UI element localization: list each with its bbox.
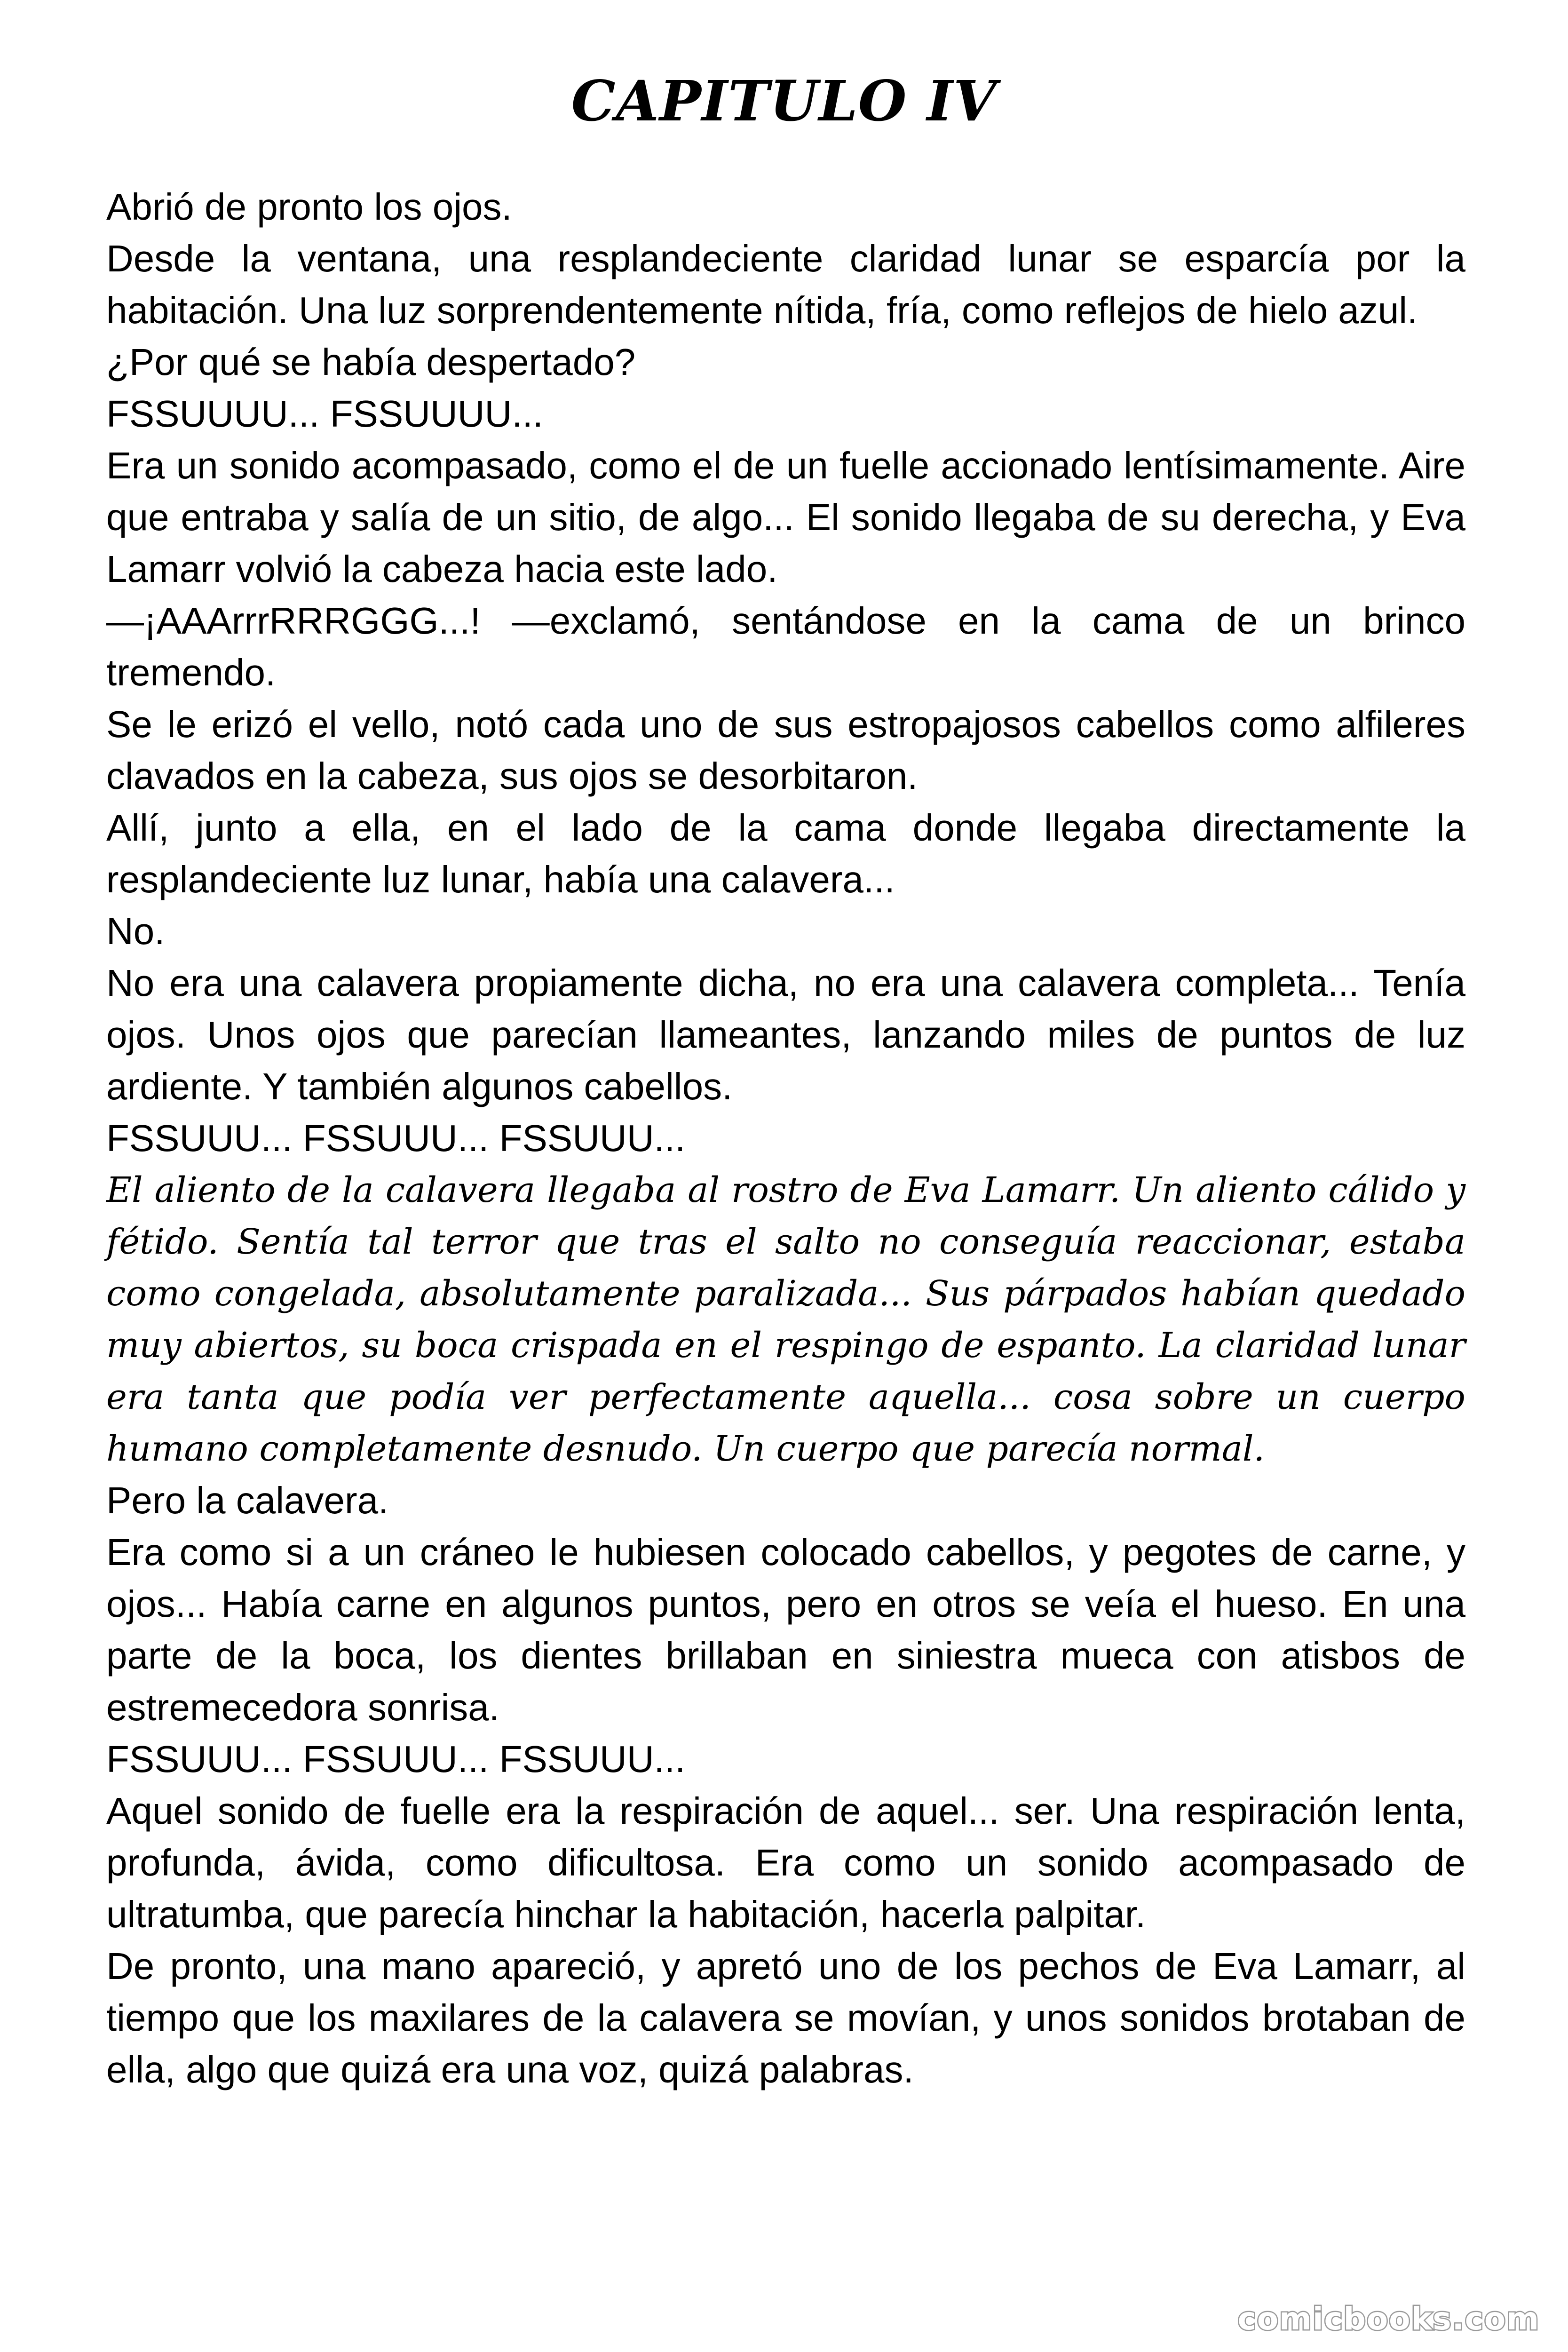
paragraph: De pronto, una mano apareció, y apretó uno de los pechos de Eva Lamarr, al tiempo que los maxilares de la calavera se movían, y unos sonidos brotaban de ella, algo que quizá era una voz, quizá palabras. [106, 1945, 1465, 2090]
paragraph: No era una calavera propiamente dicha, no era una calavera completa... Tenía ojos. Unos ojos que parecían llameantes, lanzando miles de puntos de luz ardiente. Y también algunos cabellos. [106, 962, 1465, 1107]
paragraph: Era como si a un cráneo le hubiesen colocado cabellos, y pegotes de carne, y ojos... Había carne en algunos puntos, pero en otros se veía el hueso. En una parte de la boca, los dientes brillaban en siniestra mueca con atisbos de estremecedora sonrisa. [106, 1531, 1465, 1728]
watermark-logo: comicbooks.com [1237, 2301, 1540, 2337]
chapter-body [106, 181, 1465, 2096]
paragraph: Se le erizó el vello, notó cada uno de sus estropajosos cabellos como alfileres clavados en la cabeza, sus ojos se desorbitaron. [106, 703, 1465, 797]
chapter-title: CAPITULO IV [571, 68, 997, 134]
paragraph: Allí, junto a ella, en el lado de la cama donde llegaba directamente la resplandeciente luz lunar, había una calavera... [106, 807, 1465, 900]
paragraph: ¿Por qué se había despertado? [106, 341, 636, 383]
paragraph: —¡AAArrrRRRGGG...! —exclamó, sentándose en la cama de un brinco tremendo. [106, 600, 1465, 693]
paragraph: No. [106, 910, 165, 952]
italic-paragraph: El aliento de la calavera llegaba al rostro de Eva Lamarr. Un aliento cálido y fétido. Sentía tal terror que tras el salto no conseguía reaccionar, estaba como congelada, absolutamente paralizada... Sus párpados habían quedado muy abiertos, su boca crispada en el respingo de espanto. La claridad lunar era tanta que podía ver perfectamente aquella... cosa sobre un cuerpo humano completamente desnudo. Un cuerpo que parecía normal. [106, 1170, 1465, 1469]
paragraph: FSSUUU... FSSUUU... FSSUUU... [106, 1117, 686, 1159]
paragraph: Era un sonido acompasado, como el de un fuelle accionado lentísimamente. Aire que entraba y salía de un sitio, de algo... El sonido llegaba de su derecha, y Eva Lamarr volvió la cabeza hacia este lado. [106, 445, 1465, 590]
paragraph: Pero la calavera. [106, 1479, 389, 1521]
paragraph: Abrió de pronto los ojos. [106, 186, 512, 228]
paragraph: Desde la ventana, una resplandeciente claridad lunar se esparcía por la habitación. Una luz sorprendentemente nítida, fría, como reflejos de hielo azul. [106, 238, 1465, 331]
paragraph: FSSUUU... FSSUUU... FSSUUU... [106, 1738, 686, 1780]
paragraph: FSSUUUU... FSSUUUU... [106, 393, 543, 435]
paragraph: Aquel sonido de fuelle era la respiración de aquel... ser. Una respiración lenta, profunda, ávida, como dificultosa. Era como un sonido acompasado de ultratumba, que parecía hinchar la habitación, hacerla palpitar. [106, 1790, 1465, 1935]
